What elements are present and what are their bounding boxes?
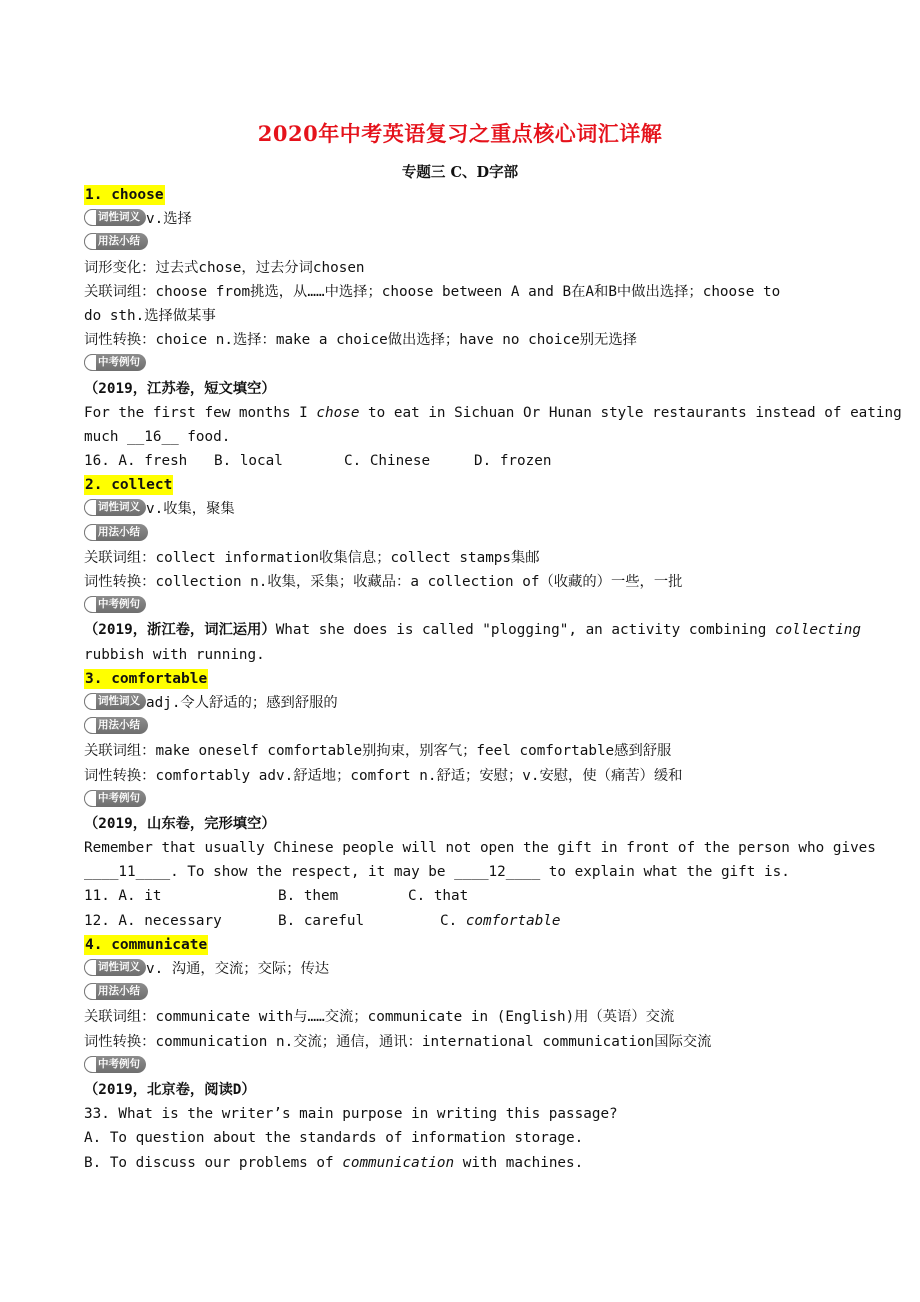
example-line: rubbish with running.: [84, 646, 265, 663]
usage-line: [84, 981, 844, 1005]
entry-head: [84, 933, 844, 957]
entry-head: [84, 667, 844, 691]
tag-dot: [84, 233, 96, 250]
answer-line: A. To question about the standards of information storage.: [84, 1130, 584, 1147]
tag-label: 中考例句: [98, 1057, 140, 1070]
pos-text: v.收集，聚集: [146, 501, 235, 518]
convert-line: 词性转换：comfortably adv.舒适地；comfort n.舒适；安慰；v.安慰，使（痛苦）缓和: [84, 767, 683, 784]
tag-dot: [84, 1056, 96, 1073]
phrases-line: 关联词组：communicate with与……交流；communicate in (English)用（英语）交流: [84, 1009, 675, 1026]
tag-label: 中考例句: [98, 598, 140, 611]
usage-tag: [84, 524, 148, 541]
tag-dot: [84, 499, 96, 516]
options-line: [84, 909, 844, 933]
exam-tag: [84, 596, 146, 613]
answer-text: with machines.: [454, 1154, 584, 1171]
answer-keyword: communication: [342, 1154, 455, 1171]
tag-dot: [84, 524, 96, 541]
convert-line: 词性转换：choice n.选择：make a choice做出选择；have no choice别无选择: [84, 332, 637, 349]
example-line: [84, 401, 902, 425]
exam-tag: [84, 1056, 146, 1073]
usage-line: [84, 522, 844, 546]
tag-dot: [84, 717, 96, 734]
pos-text: v. 沟通，交流；交际；传达: [146, 961, 330, 977]
option: B. careful: [278, 912, 365, 929]
exam-line: [84, 594, 844, 618]
example-line: [84, 618, 862, 642]
question-line: 33. What is the writer’s main purpose in writing this passage?: [84, 1106, 618, 1123]
forms-line: 词形变化：过去式chose，过去分词chosen: [84, 259, 365, 276]
exam-source: （2019，江苏卷，短文填空）: [84, 380, 276, 397]
page-subtitle: 专题三 C、D字部: [401, 164, 519, 181]
page-title: 2020年中考英语复习之重点核心词汇详解: [257, 121, 663, 146]
options-line: [84, 884, 844, 908]
tag-label: 中考例句: [98, 356, 140, 369]
entry-title: 3. comfortable: [85, 670, 208, 687]
option: 11. A. it: [84, 888, 162, 905]
phrases-line: 关联词组：make oneself comfortable别拘束，别客气；feel comfortable感到舒服: [84, 743, 672, 760]
pos-line: [84, 957, 844, 981]
option: D. frozen: [474, 453, 552, 470]
tag-dot: [84, 596, 96, 613]
option: 16. A. fresh: [84, 453, 188, 470]
exam-line: [84, 352, 844, 376]
usage-tag: [84, 233, 148, 250]
example-text: For the first few months I: [84, 404, 317, 421]
convert-line: 词性转换：communication n.交流；通信，通讯：international communication国际交流: [84, 1033, 712, 1050]
tag-label: 用法小结: [98, 235, 140, 248]
phrases-line: 关联词组：choose from挑选，从……中选择；choose between A and B在A和B中做出选择；choose to: [84, 283, 781, 300]
pos-line: [84, 207, 844, 231]
tag-dot: [84, 354, 96, 371]
tag-dot: [84, 209, 96, 226]
pos-tag: [84, 499, 146, 516]
tag-dot: [84, 790, 96, 807]
example-keyword: collecting: [774, 622, 862, 639]
tag-label: 词性词义: [98, 211, 140, 224]
usage-tag: [84, 983, 148, 1000]
answer-text: B. To discuss our problems of: [84, 1154, 343, 1171]
example-text: to eat in Sichuan Or Hunan style restaurants instead of eating: [359, 404, 902, 421]
pos-tag: [84, 959, 146, 976]
tag-label: 用法小结: [98, 525, 140, 538]
example-line: much __16__ food.: [84, 428, 231, 445]
usage-line: [84, 231, 844, 255]
pos-tag: [84, 693, 146, 710]
option: B. local: [214, 453, 283, 470]
content: [84, 183, 902, 1175]
option: C. that: [408, 888, 469, 905]
exam-tag: [84, 790, 146, 807]
example-keyword: chose: [316, 404, 360, 421]
usage-line: [84, 715, 844, 739]
convert-line: 词性转换：collection n.收集，采集；收藏品：a collection of（收藏的）一些，一批: [84, 574, 683, 590]
pos-text: v.选择: [146, 211, 192, 228]
entry-title: 2. collect: [85, 477, 173, 494]
pos-text: adj.令人舒适的；感到舒服的: [146, 694, 338, 711]
entry-title: 1. choose: [85, 187, 164, 203]
tag-label: 中考例句: [98, 791, 140, 804]
tag-label: 词性词义: [98, 694, 140, 707]
entry-title: 4. communicate: [85, 936, 208, 953]
source-line: [84, 1078, 844, 1102]
option: C.: [440, 912, 466, 929]
pos-line: [84, 497, 844, 521]
source-line: [84, 377, 844, 401]
option: B. them: [278, 888, 339, 905]
exam-source: （2019，山东卷，完形填空）: [84, 815, 276, 832]
pos-line: [84, 691, 844, 715]
pos-tag: [84, 209, 146, 226]
exam-tag: [84, 354, 146, 371]
tag-label: 词性词义: [98, 961, 140, 973]
option: C. Chinese: [344, 453, 431, 470]
option-keyword: comfortable: [465, 912, 561, 929]
tag-label: 用法小结: [98, 985, 140, 998]
source-line: [84, 812, 844, 836]
exam-line: [84, 1054, 844, 1078]
entry-head: [84, 473, 844, 497]
tag-label: 用法小结: [98, 719, 140, 732]
phrases-line: 关联词组：collect information收集信息；collect stamps集邮: [84, 549, 540, 566]
exam-source: （2019，北京卷，阅读D）: [84, 1081, 256, 1098]
tag-label: 词性词义: [98, 501, 140, 514]
exam-line: [84, 788, 844, 812]
tag-dot: [84, 983, 96, 1000]
tag-dot: [84, 959, 96, 976]
option: 12. A. necessary: [84, 912, 222, 929]
options-line: [84, 449, 844, 473]
example-line: Remember that usually Chinese people will not open the gift in front of the person who gives: [84, 840, 876, 857]
exam-source: （2019，浙江卷，词汇运用）: [84, 622, 276, 639]
entry-head: [84, 183, 844, 207]
example-text: What she does is called "plogging", an activity combining: [275, 622, 775, 639]
tag-dot: [84, 693, 96, 710]
usage-tag: [84, 717, 148, 734]
answer-line: [84, 1151, 844, 1175]
phrases-line-cont: do sth.选择做某事: [84, 307, 216, 324]
example-line: ____11____. To show the respect, it may be ____12____ to explain what the gift is.: [84, 864, 790, 881]
